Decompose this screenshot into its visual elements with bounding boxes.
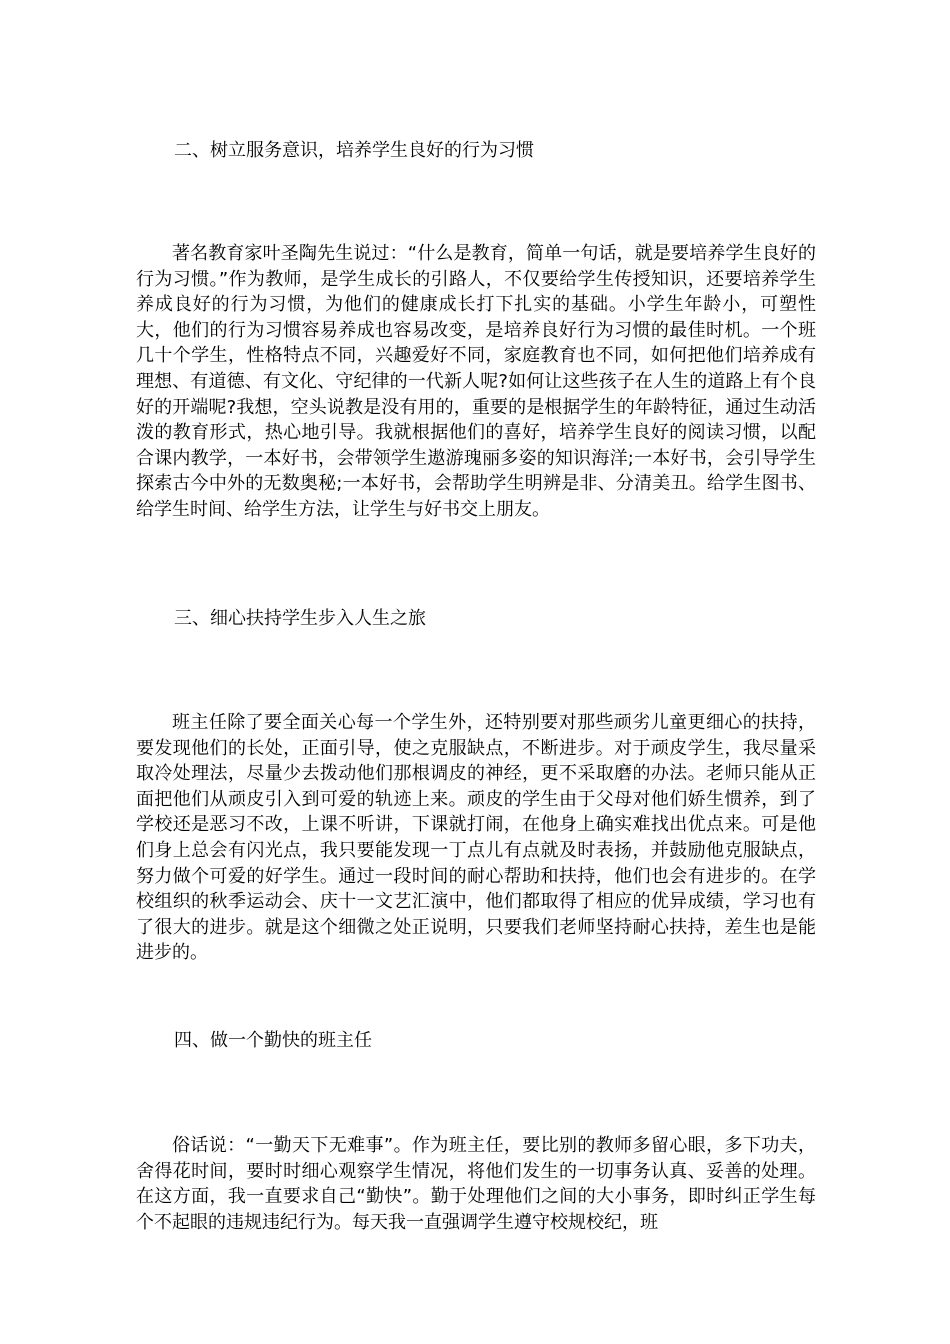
section-heading-3: 三、细心扶持学生步入人生之旅 bbox=[174, 608, 426, 629]
section-heading-4: 四、做一个勤快的班主任 bbox=[174, 1030, 372, 1051]
section-heading-2: 二、树立服务意识，培养学生良好的行为习惯 bbox=[174, 140, 534, 161]
section-paragraph-3: 班主任除了要全面关心每一个学生外，还特别要对那些顽劣儿童更细心的扶持，要发现他们的长处，正面引导，使之克服缺点，不断进步。对于顽皮学生，我尽量采取冷处理法，尽量少去拨动他们那根调皮的神经，更不采取磨的办法。老师只能从正面把他们从顽皮引入到可爱的轨迹上来。顽皮的学生由于父母对他们娇生惯养，到了学校还是恶习不改，上课不听讲，下课就打闹，在他身上确实难找出优点来。可是他们身上总会有闪光点，我只要能发现一丁点儿有点就及时表扬，并鼓励他克服缺点，努力做个可爱的好学生。通过一段时间的耐心帮助和扶持，他们也会有进步的。在学校组织的秋季运动会、庆十一文艺汇演中，他们都取得了相应的优异成绩，学习也有了很大的进步。就是这个细微之处正说明，只要我们老师坚持耐心扶持，差生也是能进步的。 bbox=[136, 712, 816, 964]
section-paragraph-2: 著名教育家叶圣陶先生说过：“什么是教育，简单一句话，就是要培养学生良好的行为习惯。”作为教师，是学生成长的引路人，不仅要给学生传授知识，还要培养学生养成良好的行为习惯，为他们的健康成长打下扎实的基础。小学生年龄小，可塑性大，他们的行为习惯容易养成也容易改变，是培养良好行为习惯的最佳时机。一个班几十个学生，性格特点不同，兴趣爱好不同，家庭教育也不同，如何把他们培养成有理想、有道德、有文化、守纪律的一代新人呢?如何让这些孩子在人生的道路上有个良好的开端呢?我想，空头说教是没有用的，重要的是根据学生的年龄特征，通过生动活泼的教育形式，热心地引导。我就根据他们的喜好，培养学生良好的阅读习惯，以配合课内教学，一本好书，会带领学生遨游瑰丽多姿的知识海洋;一本好书，会引导学生探索古今中外的无数奥秘;一本好书，会帮助学生明辨是非、分清美丑。给学生图书、给学生时间、给学生方法，让学生与好书交上朋友。 bbox=[136, 243, 816, 520]
section-paragraph-4: 俗话说：“一勤天下无难事”。作为班主任，要比别的教师多留心眼，多下功夫，舍得花时间，要时时细心观察学生情况，将他们发生的一切事务认真、妥善的处理。在这方面，我一直要求自己“勤快”。勤于处理他们之间的大小事务，即时纠正学生每个不起眼的违规违纪行为。每天我一直强调学生遵守校规校纪，班 bbox=[136, 1135, 816, 1233]
